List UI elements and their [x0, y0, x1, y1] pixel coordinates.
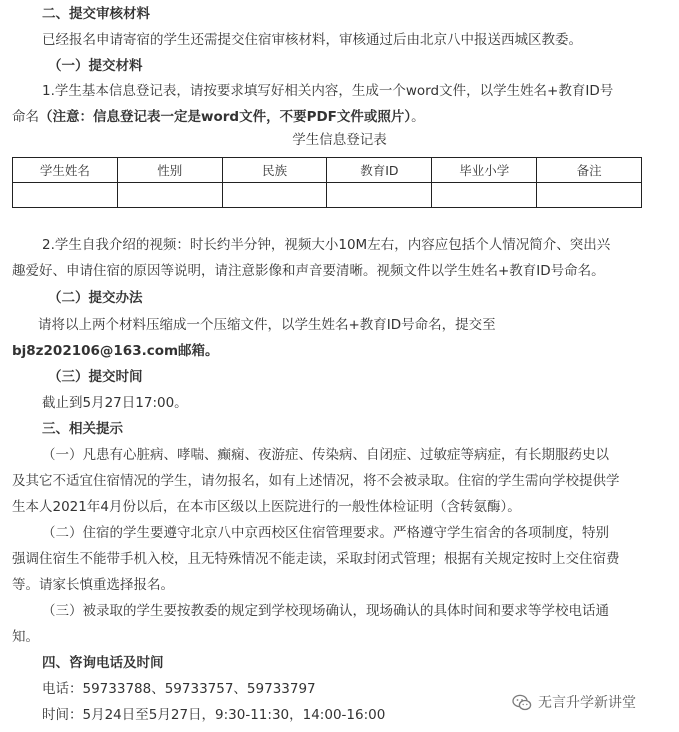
contact-time: 时间：5月24日至5月27日，9:30-11:30，14:00-16:00	[42, 707, 386, 723]
sub2-title: （二）提交办法	[48, 290, 143, 306]
table-row	[13, 183, 642, 208]
sub1-title: （一）提交材料	[48, 58, 143, 74]
table-header-cell: 毕业小学	[432, 158, 537, 183]
item1-line2-plain: 命名	[12, 109, 39, 125]
section2-heading: 二、提交审核材料	[42, 6, 150, 22]
sub3-title: （三）提交时间	[48, 369, 143, 385]
tip1-line1: （一）凡患有心脏病、哮喘、癫痫、夜游症、传染病、自闭症、过敏症等病症，有长期服药史以	[42, 447, 609, 463]
section4-heading: 四、咨询电话及时间	[42, 655, 164, 671]
section3-heading: 三、相关提示	[42, 421, 123, 437]
sub2-email: bj8z202106@163.com邮箱。	[12, 343, 219, 359]
table-header-cell: 性别	[117, 158, 222, 183]
contact-phone: 电话：59733788、59733757、59733797	[42, 681, 316, 697]
tip2-line3: 等。请家长慎重选择报名。	[12, 577, 174, 593]
tip1-line3: 生本人2021年4月份以后，在本市区级以上医院进行的一般性体检证明（含转氨酶）。	[12, 499, 521, 515]
table-cell	[537, 183, 642, 208]
item2-line1: 2.学生自我介绍的视频：时长约半分钟，视频大小10M左右，内容应包括个人情况简介、突出兴	[42, 237, 611, 253]
table-header-cell: 备注	[537, 158, 642, 183]
table-cell	[222, 183, 327, 208]
registration-table	[12, 157, 642, 208]
table-cell	[117, 183, 222, 208]
table-cell	[13, 183, 118, 208]
tip3-line1: （三）被录取的学生要按教委的规定到学校现场确认，现场确认的具体时间和要求等学校电话通	[42, 603, 609, 619]
item1-line1: 1.学生基本信息登记表，请按要求填写好相关内容，生成一个word文件，以学生姓名+教育ID号	[42, 83, 614, 99]
tip3-line2: 知。	[12, 629, 39, 645]
item1-line2	[12, 107, 425, 127]
watermark	[512, 693, 636, 713]
table-cell	[327, 183, 432, 208]
table-caption: 学生信息登记表	[292, 132, 387, 148]
watermark-text: 无言升学新讲堂	[538, 695, 636, 711]
wechat-icon	[512, 694, 532, 712]
section2-intro: 已经报名申请寄宿的学生还需提交住宿审核材料，审核通过后由北京八中报送西城区教委。	[42, 32, 582, 48]
sub3-deadline: 截止到5月27日17:00。	[42, 395, 188, 411]
sub2-line1: 请将以上两个材料压缩成一个压缩文件，以学生姓名+教育ID号命名，提交至	[38, 317, 496, 333]
item1-notice: （注意：信息登记表一定是word文件，不要PDF文件或照片）	[39, 109, 412, 125]
table-header-cell: 民族	[222, 158, 327, 183]
tip2-line1: （二）住宿的学生要遵守北京八中京西校区住宿管理要求。严格遵守学生宿舍的各项制度，特别	[42, 525, 609, 541]
table-header-row	[13, 158, 642, 183]
tip1-line2: 及其它不适宜住宿情况的学生，请勿报名，如有上述情况，将不会被录取。住宿的学生需向学校提供学	[12, 473, 620, 489]
table-cell	[432, 183, 537, 208]
item1-line2-end: 。	[411, 109, 425, 125]
table-header-cell: 学生姓名	[13, 158, 118, 183]
table-header-cell: 教育ID	[327, 158, 432, 183]
tip2-line2: 强调住宿生不能带手机入校，且无特殊情况不能走读，采取封闭式管理；根据有关规定按时上交住宿费	[12, 551, 620, 567]
item2-line2: 趣爱好、申请住宿的原因等说明，请注意影像和声音要清晰。视频文件以学生姓名+教育ID号命名。	[12, 263, 605, 279]
